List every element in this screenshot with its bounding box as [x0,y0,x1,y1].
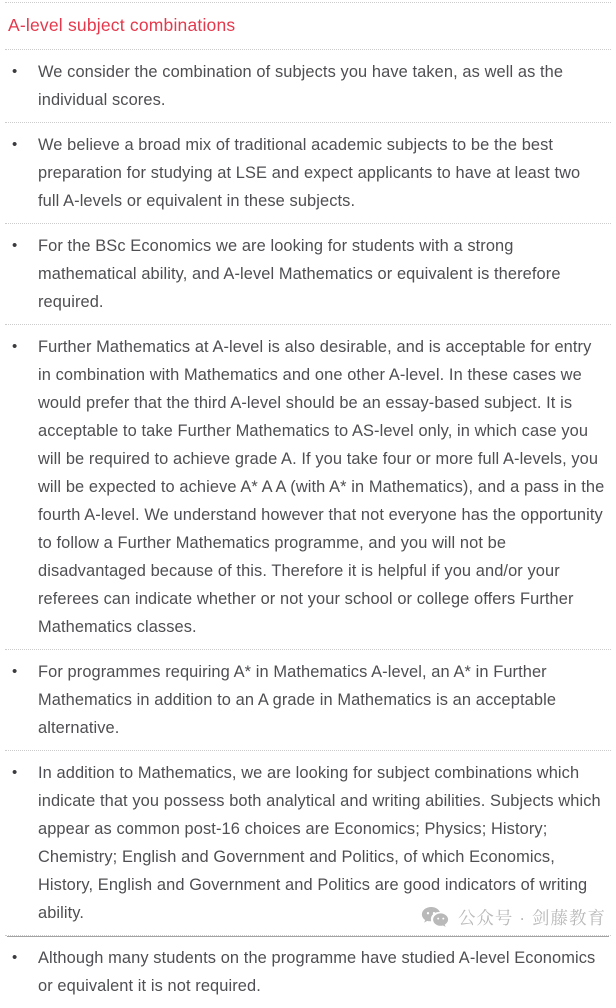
bullet-icon: • [12,764,18,781]
list-item [5,936,611,1008]
watermark [421,905,606,930]
bullet-icon: • [12,338,18,355]
bottom-divider [7,936,609,937]
list-item-text: For programmes requiring A* in Mathematics A-level, an A* in Further Mathematics in addition to an A grade in Mathematics is an acceptable alternative. [38,663,557,737]
bullet-icon: • [12,63,18,80]
list-item-text: In addition to Mathematics, we are looking for subject combinations which indicate that you possess both analytical and writing abilities. Subjects which appear as common post-16 choices are Economics; Physics; History; Chemistry; English and Government and Politics, of which Economics, History, English and Government and Politics are good indicators of writing ability. [38,764,601,922]
bullet-icon: • [12,136,18,153]
bullet-list [5,50,611,1008]
bullet-icon: • [12,237,18,254]
list-item-text: For the BSc Economics we are looking for students with a strong mathematical ability, and A-level Mathematics or equivalent is therefore required. [38,237,561,311]
list-item [5,224,611,325]
document-page [0,2,616,995]
watermark-label: 公众号 · 剑藤教育 [457,908,606,928]
list-item-text: Although many students on the programme have studied A-level Economics or equivalent it is not required. [38,949,596,995]
list-item [5,50,611,123]
wechat-icon [421,906,449,929]
list-item [5,325,611,650]
list-item [5,123,611,224]
list-item-text: Further Mathematics at A-level is also desirable, and is acceptable for entry in combination with Mathematics and one other A-level. In these cases we would prefer that the third A-level should be an essay-based subject. It is acceptable to take Further Mathematics to AS-level only, in which case you will be required to achieve grade A. If you take four or more full A-levels, you will be expected to achieve A* A A (with A* in Mathematics), and a pass in the fourth A-level. We understand however that not everyone has the opportunity to follow a Further Mathematics programme, and you will not be disadvantaged because of this. Therefore it is helpful if you and/or your referees can indicate whether or not your school or college offers Further Mathematics classes. [38,338,605,636]
page-title: A-level subject combinations [5,3,611,50]
list-item-text: We consider the combination of subjects you have taken, as well as the individual scores. [38,63,564,109]
bullet-icon: • [12,949,18,966]
bullet-icon: • [12,663,18,680]
list-item-text: We believe a broad mix of traditional academic subjects to be the best preparation for studying at LSE and expect applicants to have at least two full A-levels or equivalent in these subjects. [38,136,581,210]
content-sheet [5,2,611,1008]
list-item [5,650,611,751]
